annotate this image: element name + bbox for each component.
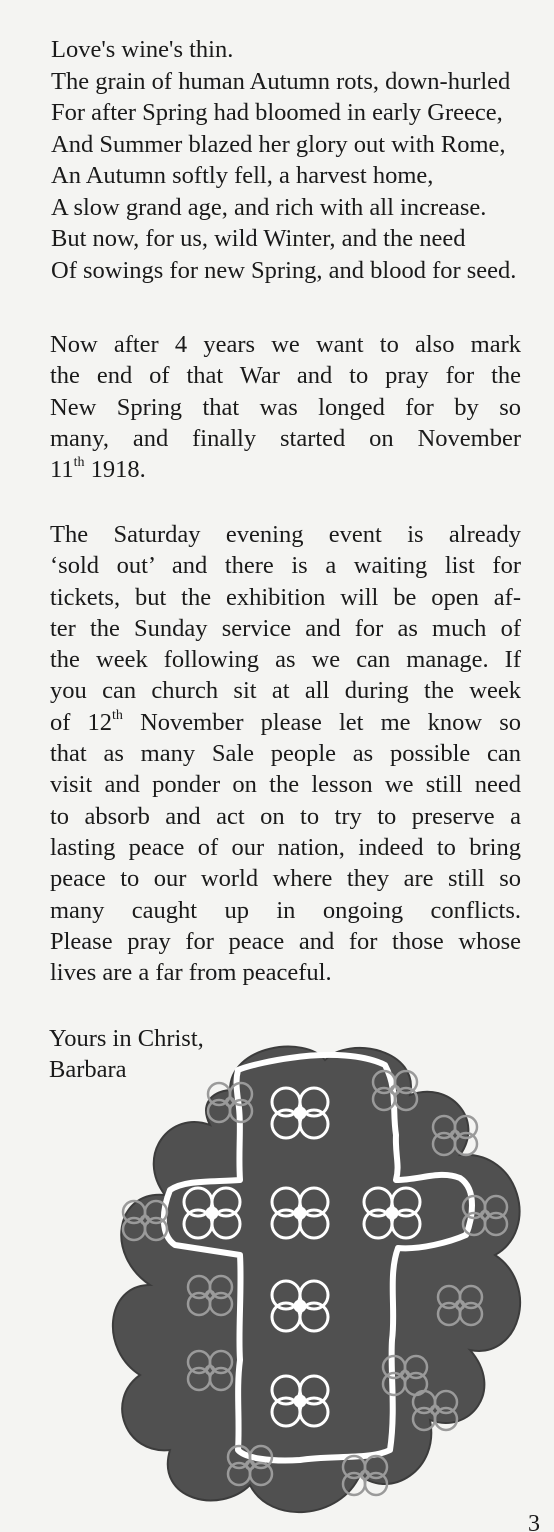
paragraph-line: many caught up in ongoing conflicts. <box>50 896 521 924</box>
poem-line: And Summer blazed her glory out with Rome, <box>51 130 506 158</box>
poem-line: Love's wine's thin. <box>51 36 234 63</box>
paragraph-line: ‘sold out’ and there is a waiting list for <box>50 552 521 580</box>
paragraph-line: Now after 4 years we want to also mark <box>50 331 521 358</box>
paragraph-line: lasting peace of our nation, indeed to bring <box>50 833 521 861</box>
poem-line: An Autumn softly fell, a harvest home, <box>51 162 434 189</box>
exhibition-paragraph <box>50 519 521 988</box>
page-number: 3 <box>528 1511 540 1532</box>
line-text: November please let me know so <box>122 708 521 736</box>
paragraph-line: the week following as we can manage. If <box>50 646 521 674</box>
date-year: 1918. <box>84 456 146 484</box>
paragraph-line: peace to our world where they are still so <box>50 865 521 893</box>
paragraph-line: lives are a far from peaceful. <box>50 959 332 987</box>
paragraph-line: Please pray for peace and for those whose <box>50 927 521 955</box>
paragraph-line: New Spring that was longed for by so <box>50 393 521 421</box>
paragraph-line: many, and finally started on November <box>50 424 521 452</box>
poem-line: Of sowings for new Spring, and blood for seed. <box>51 256 517 284</box>
author-name: Barbara <box>49 1056 127 1083</box>
paragraph-line: that as many Sale people as possible can <box>50 740 521 768</box>
paragraph-line: the end of that War and to pray for the <box>50 362 521 390</box>
paragraph-line: to absorb and act on to try to preserve a <box>50 802 521 830</box>
signoff <box>49 1023 204 1085</box>
ordinal-suffix: th <box>112 707 123 723</box>
paragraph-line <box>50 454 521 485</box>
poppy-cross-icon <box>100 1030 540 1525</box>
poem-line: A slow grand age, and rich with all increase. <box>51 193 487 221</box>
paragraph-line: you can church sit at all during the week <box>50 677 521 705</box>
armistice-paragraph <box>50 329 521 485</box>
paragraph-line: ter the Sunday service and for as much of <box>50 614 521 642</box>
poem-stanza <box>51 34 554 286</box>
closing-text: Yours in Christ, <box>49 1025 204 1052</box>
paragraph-line: visit and ponder on the lesson we still need <box>50 771 521 799</box>
paragraph-line <box>50 707 521 738</box>
ordinal-suffix: th <box>73 455 85 471</box>
poem-line: For after Spring had bloomed in early Greece, <box>51 99 503 126</box>
paragraph-line: The Saturday evening event is already <box>50 521 521 548</box>
paragraph-line: tickets, but the exhibition will be open af- <box>50 583 521 611</box>
poem-line: But now, for us, wild Winter, and the need <box>51 225 466 252</box>
poem-line: The grain of human Autumn rots, down-hurled <box>51 67 511 95</box>
date-day: 11 <box>50 456 74 484</box>
line-text: of 12 <box>50 708 113 736</box>
